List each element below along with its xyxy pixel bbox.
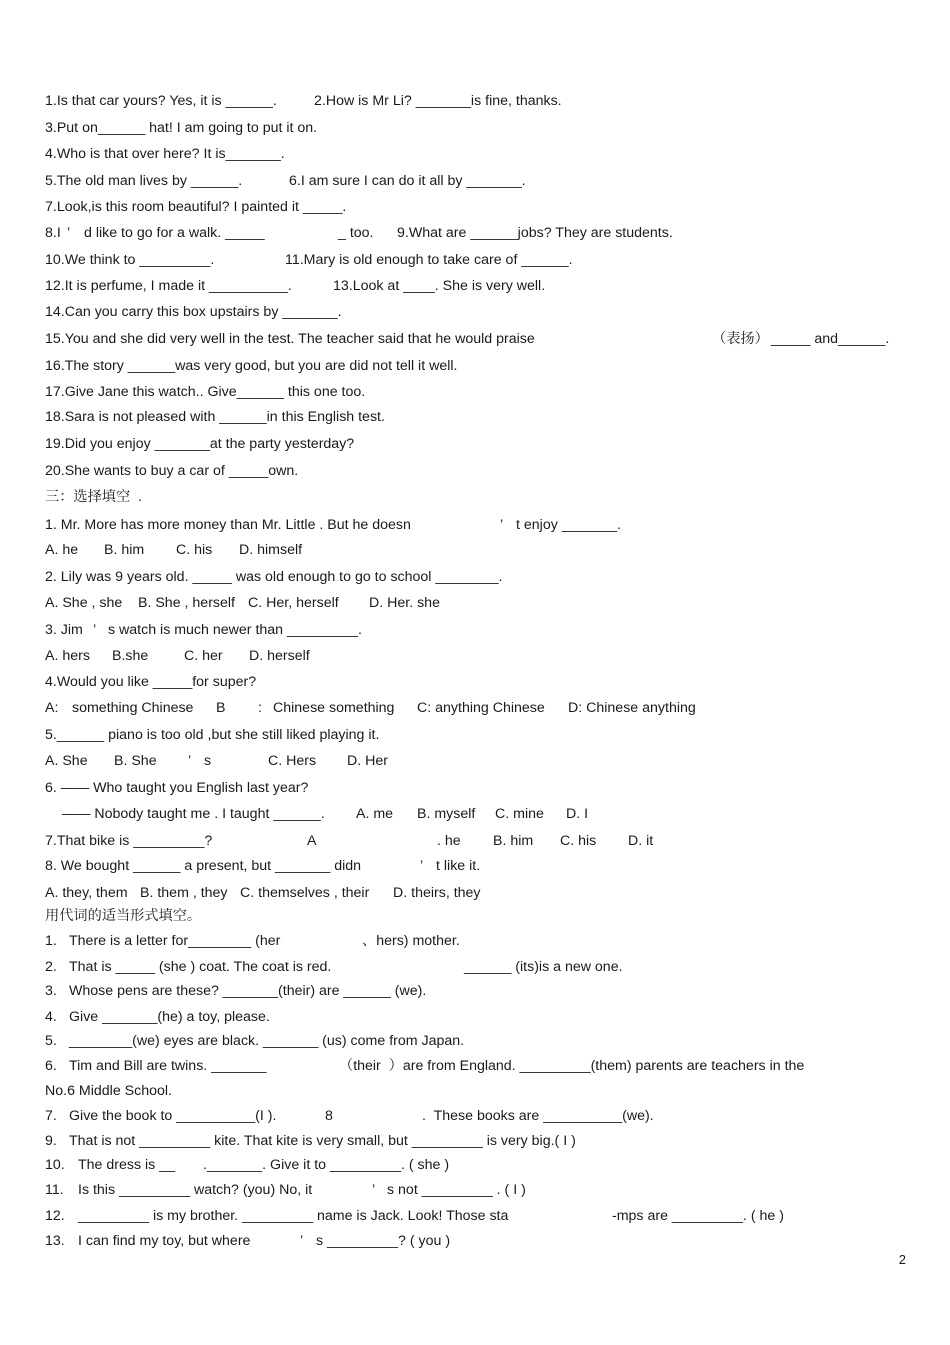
text-line-segment: （their ）are from England. _________(them) parents are teachers in the <box>339 1058 805 1074</box>
text-line-segment: D. himself <box>239 542 303 558</box>
text-line-segment: C. his <box>176 542 213 558</box>
text-line-segment: 12.It is perfume, I made it __________. <box>45 278 292 294</box>
text-line-segment: C. Her, herself <box>248 595 339 611</box>
text-line-segment: A <box>307 833 317 849</box>
text-line-segment: ’ <box>93 622 97 638</box>
text-line-segment: That is not _________ kite. That kite is very small, but _________ is very big.( I ) <box>69 1133 576 1149</box>
text-line-segment: D. theirs, they <box>393 885 481 901</box>
text-line-segment: 15.You and she did very well in the test. The teacher said that he would praise <box>45 331 535 347</box>
text-line-segment: 1.Is that car yours? Yes, it is ______. <box>45 93 277 109</box>
text-line-segment: : <box>258 700 262 716</box>
text-line-segment: 13.Look at ____. She is very well. <box>333 278 546 294</box>
text-line-segment: 1. <box>45 933 57 949</box>
text-line-segment: 14.Can you carry this box upstairs by _______. <box>45 304 342 320</box>
text-line-segment: —— Nobody taught me . I taught ______. <box>62 806 325 822</box>
text-line-segment: 9.What are ______jobs? They are students. <box>397 225 673 241</box>
text-line-segment: D. Her <box>347 753 388 769</box>
text-line-segment: 10.We think to _________. <box>45 252 215 268</box>
text-line-segment: Chinese something <box>273 700 395 716</box>
text-line-segment: A. She <box>45 753 88 769</box>
text-line-segment: ______ (its)is a new one. <box>464 959 623 975</box>
text-line-segment: 三：选择填空 . <box>45 489 142 505</box>
text-line-segment: D. it <box>628 833 654 849</box>
text-line-segment: I can find my toy, but where <box>78 1233 251 1249</box>
text-line-segment: 4. <box>45 1009 57 1025</box>
text-line-segment: 、hers) mother. <box>362 933 460 949</box>
text-line-segment: 17.Give Jane this watch.. Give______ this one too. <box>45 384 366 400</box>
text-line-segment: 5. <box>45 1033 57 1049</box>
text-line-segment: 3. Jim <box>45 622 83 638</box>
text-line-segment: B. them , they <box>140 885 228 901</box>
text-line-segment: D. herself <box>249 648 310 664</box>
text-line-segment: 6.I am sure I can do it all by _______. <box>289 173 526 189</box>
text-line-segment: 7. <box>45 1108 57 1124</box>
text-line-segment: 7.That bike is _________? <box>45 833 213 849</box>
text-line-segment: s _________? ( you ) <box>316 1233 451 1249</box>
text-line-segment: . These books are __________(we). <box>422 1108 654 1124</box>
text-line-segment: d like to go for a walk. _____ <box>84 225 265 241</box>
text-line-segment: 1. Mr. More has more money than Mr. Little . But he doesn <box>45 517 411 533</box>
text-line-segment: 3. <box>45 983 57 999</box>
text-line-segment: _____ and______. <box>771 331 890 347</box>
text-line-segment: 8. We bought ______ a present, but _______ didn <box>45 858 362 874</box>
text-line-segment: 8 <box>325 1108 333 1124</box>
text-line-segment: something Chinese <box>72 700 194 716</box>
text-line-segment: 4.Would you like _____for super? <box>45 674 257 690</box>
text-line-segment: A. they, them <box>45 885 128 901</box>
text-line-segment: 9. <box>45 1133 57 1149</box>
text-line-segment: A. me <box>356 806 394 822</box>
text-line-segment: B. She , herself <box>138 595 235 611</box>
text-line-segment: -mps are _________. ( he ) <box>612 1208 784 1224</box>
text-line-segment: B. him <box>493 833 534 849</box>
text-line-segment: B. myself <box>417 806 476 822</box>
text-line-segment: C: anything Chinese <box>417 700 545 716</box>
text-line-segment: 3.Put on______ hat! I am going to put it on. <box>45 120 318 136</box>
text-line-segment: Is this _________ watch? (you) No, it <box>78 1182 313 1198</box>
text-line-segment: 8.I <box>45 225 61 241</box>
text-line-segment: A. hers <box>45 648 90 664</box>
text-line-segment: 11. <box>45 1182 64 1198</box>
text-line-segment: . he <box>437 833 461 849</box>
text-line-segment: 5.The old man lives by ______. <box>45 173 243 189</box>
text-line-segment: ’ <box>188 753 192 769</box>
text-line-segment: 11.Mary is old enough to take care of ______. <box>285 252 573 268</box>
text-line-segment: 20.She wants to buy a car of _____own. <box>45 463 299 479</box>
text-line-segment: 7.Look,is this room beautiful? I painted it _____. <box>45 199 347 215</box>
text-line-segment: t enjoy _______. <box>516 517 621 533</box>
text-line-segment: 16.The story ______was very good, but you are did not tell it well. <box>45 358 458 374</box>
text-line-segment: 4.Who is that over here? It is_______. <box>45 146 285 162</box>
text-line-segment: D. I <box>566 806 589 822</box>
text-line-segment: A. She , she <box>45 595 123 611</box>
text-line-segment: _________ is my brother. _________ name is Jack. Look! Those sta <box>78 1208 509 1224</box>
text-line-segment: Whose pens are these? _______(their) are ______ (we). <box>69 983 427 999</box>
text-line-segment: 10. <box>45 1157 65 1173</box>
text-line-segment: ’ <box>500 517 504 533</box>
text-line-segment: C. his <box>560 833 597 849</box>
text-line-segment: 12. <box>45 1208 65 1224</box>
text-line-segment: t like it. <box>436 858 481 874</box>
text-line-segment: D. Her. she <box>369 595 440 611</box>
text-line-segment: ’ <box>300 1233 304 1249</box>
text-line-segment: s watch is much newer than _________. <box>108 622 362 638</box>
text-line-segment: 6. —— Who taught you English last year? <box>45 780 309 796</box>
text-line-segment: C. themselves , their <box>240 885 370 901</box>
text-line-segment: B. She <box>114 753 157 769</box>
text-line-segment: s <box>204 753 212 769</box>
text-line-segment: Give _______(he) a toy, please. <box>69 1009 270 1025</box>
text-line-segment: B.she <box>112 648 149 664</box>
text-line-segment: Tim and Bill are twins. _______ <box>69 1058 267 1074</box>
text-line-segment: 19.Did you enjoy _______at the party yesterday? <box>45 436 355 452</box>
text-line-segment: D: Chinese anything <box>568 700 696 716</box>
text-line-segment: ._______. Give it to _________. ( she ) <box>203 1157 450 1173</box>
text-line-segment: （表扬） <box>712 331 769 347</box>
text-line-segment: ’ <box>372 1182 376 1198</box>
text-line-segment: 2. Lily was 9 years old. _____ was old enough to go to school ________. <box>45 569 503 585</box>
text-line-segment: 5.______ piano is too old ,but she still liked playing it. <box>45 727 380 743</box>
text-line-segment: 2.How is Mr Li? _______is fine, thanks. <box>314 93 562 109</box>
text-line-segment: B <box>216 700 226 716</box>
text-line-segment: ’ <box>420 858 424 874</box>
text-line-segment: C. mine <box>495 806 544 822</box>
text-line-segment: 2. <box>45 959 57 975</box>
page-number: 2 <box>898 1252 906 1267</box>
text-line-segment: ________(we) eyes are black. _______ (us) come from Japan. <box>69 1033 465 1049</box>
text-line-segment: 13. <box>45 1233 65 1249</box>
text-line-segment: No.6 Middle School. <box>45 1083 172 1099</box>
text-line-segment: 用代词的适当形式填空。 <box>45 908 202 924</box>
text-line-segment: C. her <box>184 648 223 664</box>
text-line-segment: The dress is __ <box>78 1157 175 1173</box>
text-line-segment: ’ <box>67 225 71 241</box>
text-line-segment: C. Hers <box>268 753 317 769</box>
text-line-segment: That is _____ (she ) coat. The coat is red. <box>69 959 332 975</box>
text-line-segment: A: <box>45 700 59 716</box>
text-line-segment: B. him <box>104 542 145 558</box>
text-line-segment: A. he <box>45 542 79 558</box>
text-line-segment: There is a letter for________ (her <box>69 933 281 949</box>
text-line-segment: s not _________ . ( I ) <box>387 1182 526 1198</box>
text-line-segment: _ too. <box>338 225 374 241</box>
text-line-segment: 18.Sara is not pleased with ______in this English test. <box>45 409 385 425</box>
text-line-segment: Give the book to __________(I ). <box>69 1108 277 1124</box>
text-line-segment: 6. <box>45 1058 57 1074</box>
